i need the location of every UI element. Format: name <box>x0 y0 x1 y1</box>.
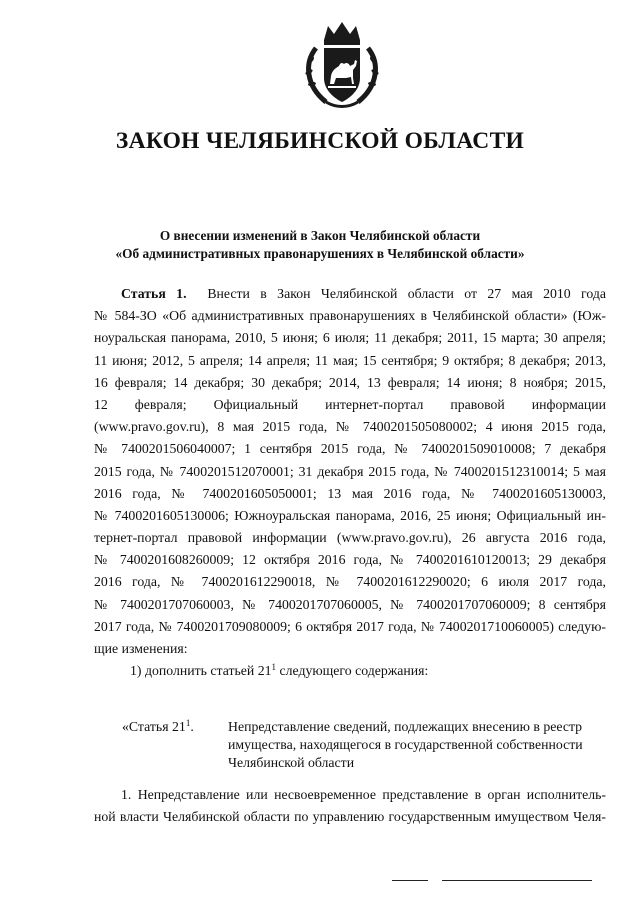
article-1 <box>94 283 606 682</box>
document-title: ЗАКОН ЧЕЛЯБИНСКОЙ ОБЛАСТИ <box>115 128 525 154</box>
text-line: № 7400201707060003, № 7400201707060005, № 7400201707060009; 8 сентября <box>94 596 606 612</box>
text-line: № 584-ЗО «Об административных правонарушениях в Челябинской области» (Юж- <box>94 308 606 324</box>
new-article-title <box>228 718 608 772</box>
paragraph-1 <box>94 784 606 828</box>
coat-of-arms-icon <box>296 18 388 110</box>
text-line: 2016 года, № 7400201605050001; 13 мая 2016 года, № 7400201605130003, <box>94 485 606 501</box>
item-1-prefix: 1) дополнить статьей 21 <box>130 663 272 679</box>
article-1-intro: Внести в Закон Челябинской области от 27 мая 2010 года <box>207 286 606 301</box>
item-1-sup: 1 <box>271 662 277 673</box>
new-article-title-line: имущества, находящегося в государственной собственности <box>228 737 583 752</box>
item-1-suffix: следующего содержания: <box>276 663 429 679</box>
text-line: тернет-портал правовой информации (www.pravo.gov.ru), 26 августа 2016 года, <box>94 530 606 546</box>
text-line: ноуральская панорама, 2010, 5 июня; 6 июля; 11 декабря; 2011, 15 марта; 30 апреля; <box>94 330 606 346</box>
new-article-label: «Статья $21^1$. <box>122 718 194 734</box>
text-line: № 7400201608260009; 12 октября 2016 года, № 7400201610120013; 29 декабря <box>94 552 606 568</box>
article-1-label: Статья 1. <box>121 286 187 301</box>
text-line: ной власти Челябинской области по управлению государственным имуществом Челя- <box>94 809 606 825</box>
text-line: 2017 года, № 7400201709080009; 6 октября 2017 года, № 7400201710060005) следую- <box>94 618 606 634</box>
text-line: (www.pravo.gov.ru), 8 мая 2015 года, № 7400201505080002; 4 июня 2015 года, <box>94 419 606 435</box>
new-article-title-line: Челябинской области <box>228 755 355 770</box>
text-line: 12 февраля; Официальный интернет-портал правовой информации <box>94 396 606 412</box>
document-subtitle <box>0 227 640 263</box>
text-line: 1. Непредставление или несвоевременное представление в орган исполнитель- <box>121 787 606 802</box>
subtitle-line: О внесении изменений в Закон Челябинской области <box>159 228 481 243</box>
article-1-first-line <box>94 283 606 305</box>
text-line: щие изменения: <box>94 641 188 656</box>
text-line: № 7400201605130006; Южноуральская панорама, 2016, 25 июня; Официальный ин- <box>94 507 606 523</box>
new-article-title-line: Непредставление сведений, подлежащих внесению в реестр <box>228 719 583 734</box>
text-line: № 7400201506040007; 1 сентября 2015 года, № 7400201509010008; 7 декабря <box>94 441 606 457</box>
subtitle-line: «Об административных правонарушениях в Челябинской области» <box>115 246 525 261</box>
footer-divider <box>392 880 592 882</box>
text-line: 16 февраля; 14 декабря; 30 декабря; 2014, 13 февраля; 14 июня; 8 ноября; 2015, <box>94 374 606 390</box>
text-line: 11 июня; 2012, 5 апреля; 14 апреля; 11 мая; 15 сентября; 9 октября; 8 декабря; 2013, <box>94 352 606 368</box>
item-1 <box>94 660 606 682</box>
text-line: 2015 года, № 7400201512070001; 31 декабря 2015 года, № 7400201512310014; 5 мая <box>94 463 606 479</box>
text-line: 2016 года, № 7400201612290018, № 7400201612290020; 6 июля 2017 года, <box>94 574 606 590</box>
